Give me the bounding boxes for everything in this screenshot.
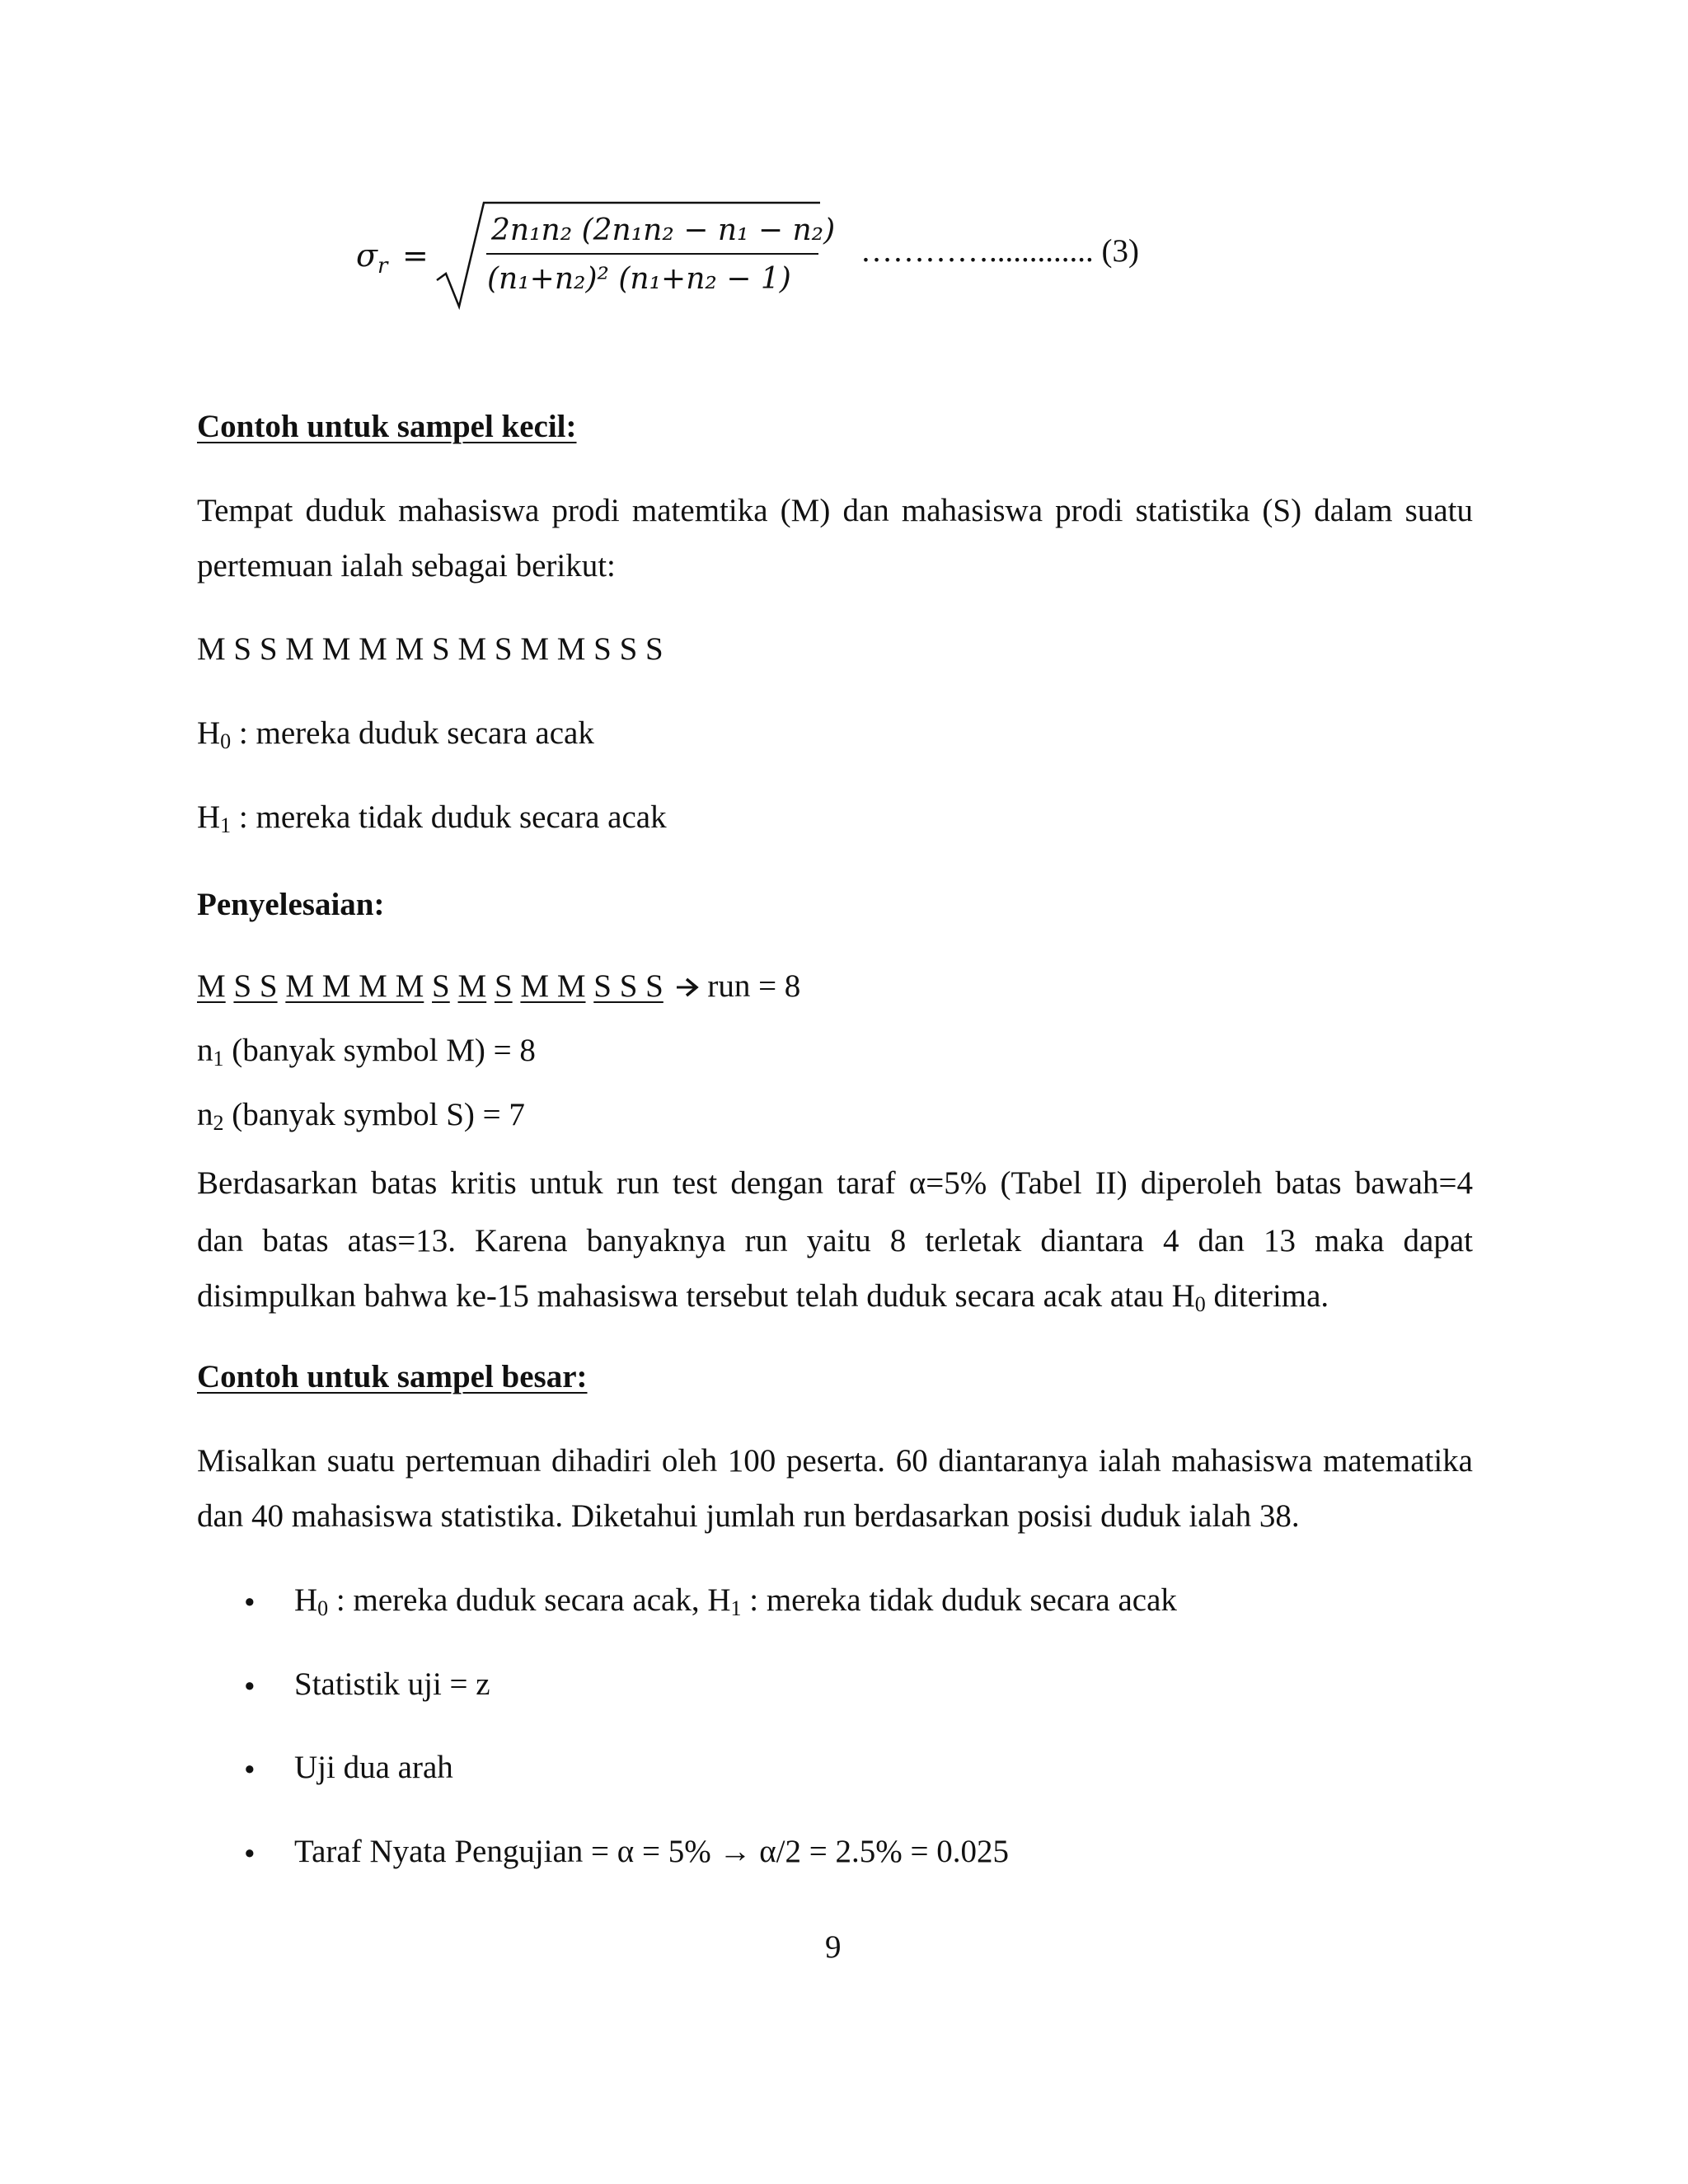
- n1-symbol: n: [197, 1033, 213, 1068]
- run-groups: [197, 970, 800, 1002]
- heading-solution: Penyelesaian:: [197, 887, 385, 922]
- h1-text: : mereka tidak duduk secara acak: [231, 799, 667, 835]
- h1-symbol: H: [197, 799, 221, 835]
- bullet-marker: •: [244, 1669, 256, 1704]
- bullet-marker: •: [244, 1585, 256, 1620]
- formula-equals: =: [402, 237, 429, 274]
- run-group: S: [494, 968, 513, 1004]
- formula-reference: …………............. (3): [860, 233, 1139, 269]
- run-group: S: [432, 968, 450, 1004]
- page-number: 9: [825, 1929, 842, 1965]
- formula-lhs: [356, 237, 387, 279]
- heading-large-sample: Contoh untuk sampel besar:: [197, 1359, 588, 1394]
- h0-symbol: H: [197, 715, 221, 751]
- hypothesis-h0: [197, 717, 594, 752]
- run-count: run = 8: [707, 968, 801, 1004]
- bullet-significance: Taraf Nyata Pengujian = α = 5% → α/2 = 2.5% = 0.025: [294, 1834, 1009, 1869]
- large-intro-line2: dan 40 mahasiswa statistika. Diketahui jumlah run berdasarkan posisi duduk ialah 38.: [197, 1498, 1300, 1534]
- formula-numerator: 2n₁n₂ (2n₁n₂ − n₁ − n₂): [491, 213, 836, 247]
- h1-subscript: 1: [220, 813, 232, 837]
- h0-text: : mereka duduk secara acak: [231, 715, 594, 751]
- bullet1-text: : mereka duduk secara acak, H: [328, 1582, 731, 1618]
- run-group: S S S: [593, 968, 663, 1004]
- bullet-test-statistic: Statistik uji = z: [294, 1666, 490, 1702]
- run-group: M: [457, 968, 487, 1004]
- conclusion-line3-end: diterima.: [1205, 1278, 1329, 1314]
- bullet-marker: •: [244, 1752, 256, 1788]
- bullet-marker: •: [244, 1836, 256, 1872]
- n1-text: (banyak symbol M) = 8: [223, 1033, 536, 1068]
- small-intro-line1: Tempat duduk mahasiswa prodi matemtika (M) dan mahasiswa prodi statistika (S) dalam suatu: [197, 493, 1473, 528]
- bullet-two-tailed: Uji dua arah: [294, 1750, 453, 1785]
- heading-small-sample: Contoh untuk sampel kecil:: [197, 409, 577, 444]
- h0-subscript: 0: [1194, 1292, 1206, 1316]
- large-intro-line1: Misalkan suatu pertemuan dihadiri oleh 100 peserta. 60 diantaranya ialah mahasiswa matematika: [197, 1443, 1473, 1479]
- run-group: M: [197, 968, 226, 1004]
- n1-subscript: 1: [213, 1047, 224, 1071]
- hypothesis-h1: [197, 801, 667, 837]
- h0-subscript: 0: [220, 729, 232, 753]
- bullet1-text-end: : mereka tidak duduk secara acak: [741, 1582, 1177, 1618]
- bullet-hypotheses: [294, 1584, 1177, 1619]
- bullet1-h0-sub: 0: [317, 1596, 329, 1620]
- arrow-right-icon: [675, 977, 700, 998]
- seating-sequence: M S S M M M M S M S M M S S S: [197, 631, 663, 667]
- run-group: S S: [233, 968, 278, 1004]
- n2-symbol: n: [197, 1097, 213, 1132]
- formula-denominator: (n₁+n₂)² (n₁+n₂ − 1): [487, 262, 791, 296]
- run-group: M M M M: [285, 968, 424, 1004]
- conclusion-line2: dan batas atas=13. Karena banyaknya run yaitu 8 terletak diantara 4 dan 13 maka dapat: [197, 1223, 1473, 1258]
- n2-text: (banyak symbol S) = 7: [223, 1097, 525, 1132]
- bullet1-h0-symbol: H: [294, 1582, 318, 1618]
- n2-count: [197, 1099, 525, 1134]
- conclusion-line3: [197, 1280, 1329, 1315]
- bullet1-h1-sub: 1: [730, 1596, 742, 1620]
- formula-sigma: σ: [356, 237, 377, 274]
- small-intro-line2: pertemuan ialah sebagai berikut:: [197, 548, 616, 583]
- conclusion-line3-text: disimpulkan bahwa ke-15 mahasiswa tersebut telah duduk secara acak atau H: [197, 1278, 1195, 1314]
- conclusion-line1: Berdasarkan batas kritis untuk run test dengan taraf α=5% (Tabel II) diperoleh batas bawah=4: [197, 1165, 1473, 1201]
- n2-subscript: 2: [213, 1111, 224, 1135]
- run-group: M M: [520, 968, 586, 1004]
- formula-sigma-sub: r: [377, 254, 388, 279]
- n1-count: [197, 1034, 536, 1070]
